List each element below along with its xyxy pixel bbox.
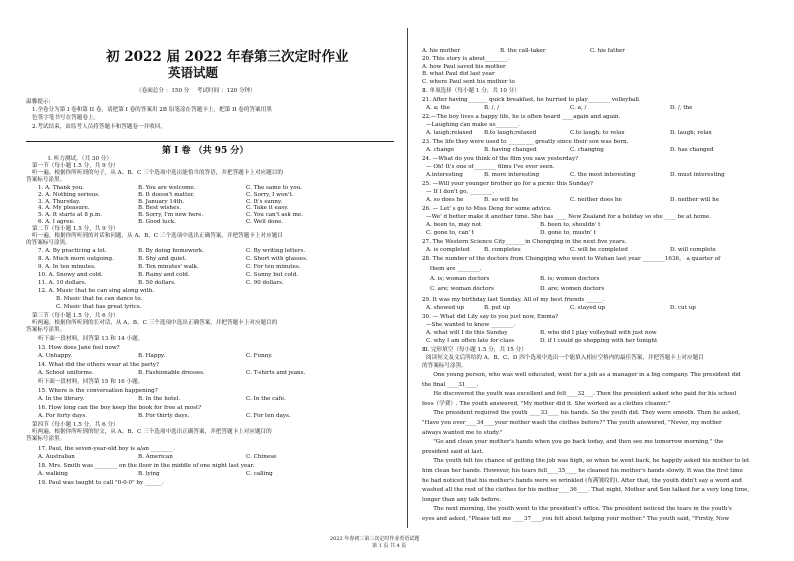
option: C. Short with glasses. xyxy=(246,256,308,262)
option: A. In the library. xyxy=(38,396,85,402)
option: D. will complete xyxy=(670,247,716,253)
instruction: 听一遍。根据你所听到的对话和问题，从 A、B、C 三个选项中选出正确答案，并把答题卡上对应题目 xyxy=(32,233,283,239)
left-column xyxy=(26,0,394,561)
cloze-line: He discovered the youth was excellent and felt____32___. Then the president asked who paid for his school xyxy=(422,391,737,398)
question-18: 18. Mrs. Smith was ________ on the floor in the middle of one night last year. xyxy=(38,463,255,469)
option: D. gone to, mustn' t xyxy=(540,230,596,236)
option: A.interesting xyxy=(426,172,463,178)
option: C. Sorry, I won't. xyxy=(246,191,294,198)
question-24-line2: — Oh! It's one of________ films I've ever seen. xyxy=(426,164,555,170)
option: B. By doing homework. xyxy=(138,248,204,254)
question-30-line2: —She wanted to know ________. xyxy=(426,322,516,328)
option: A. is; woman doctors xyxy=(430,276,490,282)
cloze-line: longer than any talk before. xyxy=(422,496,502,503)
question-30: 30. — What did Lily say to you just now, Emma? xyxy=(422,314,559,320)
cloze-line: the final ____31____. xyxy=(422,381,479,388)
instruction: 答案标号涂黑。 xyxy=(26,177,66,183)
cloze-head: Ⅲ. 完形填空（每小题 1.5 分，共 15 分） xyxy=(422,347,527,353)
option: B. having changed xyxy=(484,147,537,153)
option: C.to laugh; to relax xyxy=(570,130,625,136)
question-13: 13. How does Jane feel now? xyxy=(38,345,120,351)
cloze-line: he had noticed that his mother's hands were so wrinkled (布满皱纹的). After that, the youth didn't say a word and xyxy=(422,477,742,484)
option: C. the most interesting xyxy=(570,172,636,178)
cloze-line: "Have you ever____34____your mother wash the clothes before?" The youth answered, "Never, my mother xyxy=(422,420,722,426)
option: B. Sorry, I'm new here. xyxy=(138,212,204,219)
section-head: 第四节（每小题 1.5 分，共 6 分） xyxy=(32,422,119,428)
question-row: 1. A. Thank you. xyxy=(38,185,85,191)
dialog-intro: 听下面一段材料，回答第 13 和 14 小题。 xyxy=(38,336,144,342)
option: B. who did I play volleyball with just now xyxy=(540,330,657,336)
option: C. You can't ask me. xyxy=(246,212,303,219)
option: B. American xyxy=(138,454,173,460)
instruction: 听一遍。根据你所听到的句子，从 A、B、C 三个选项中选出能恰当的答语，并把答题卡上对应题目的 xyxy=(32,170,283,176)
option: A. laugh;relaxed xyxy=(426,130,473,136)
option: C. Chinese xyxy=(246,454,277,460)
question-row: 2. A. Nothing serious. xyxy=(38,191,100,198)
option: C. gone to, can' t xyxy=(426,230,475,236)
option: B. For thirty days. xyxy=(138,413,190,419)
cloze-line: eyes and asked, "Please tell me ____37____you felt about helping your mother." The youth said, "Firstly, Now xyxy=(422,516,730,522)
question-23: 23. The life they were used to _________ greatly since their son was born. xyxy=(422,139,629,145)
option: C. By writing letters. xyxy=(246,248,306,254)
option: D. are; women doctors xyxy=(540,286,605,292)
cloze-line: washed all the rest of the clothes for his mother____36____. That night, Mother and Son talked for a very long time, xyxy=(422,487,750,494)
section-head: 第三节（每小题 1.5 分，共 6 分） xyxy=(32,313,119,319)
option: A. been to, may not xyxy=(426,222,482,228)
notice-line: 2.考试结束，由监考人员将答题卡和答题卷一并收回。 xyxy=(32,124,166,130)
question-25: 25. —Will your younger brother go for a picnic this Sunday? xyxy=(422,181,593,187)
option: C. neither does he xyxy=(570,197,622,203)
cloze-line: him clean her hands. However, his tears fell____35____ he cleaned his mother's hands slowly. It was the first time xyxy=(422,468,743,474)
cloze-line: The president required the youth ____33____ his hands. So the youth did. They were smooth. Then he asked, xyxy=(422,410,741,417)
option: A. a; the xyxy=(426,105,450,111)
option: D. cut up xyxy=(670,305,696,311)
column-divider xyxy=(407,28,408,528)
option: C. T-shirts and jeans. xyxy=(246,370,306,376)
question-29: 29. It was my birthday last Sunday. All of my best friends ______. xyxy=(422,297,605,303)
section-head: 第一节（每小题 1.5 分，共 9 分） xyxy=(32,163,119,169)
footer-page: 第 1 页 共 4 页 xyxy=(372,543,407,549)
instruction: 答案标号涂黑。 xyxy=(26,436,66,442)
option: A. so does he xyxy=(426,197,464,203)
option: C. Sunny but cold. xyxy=(246,272,299,278)
cloze-line: fees（学费）. The youth answered, "My mother did it. She worked as a clothes cleaner." xyxy=(422,400,671,407)
question-28-line2: them are ________. xyxy=(430,266,482,272)
option: B. more interesting xyxy=(484,172,540,178)
divider xyxy=(26,141,394,142)
option: C. The same to you. xyxy=(246,185,302,191)
option: B. Music that he can dance to. xyxy=(56,296,143,302)
question-15: 15. Where is the conversation happening? xyxy=(38,388,158,394)
instruction: 答案标号涂黑。 xyxy=(26,327,66,333)
question-27: 27. The Western Science City_______in Chongqing in the next five years. xyxy=(422,239,627,245)
section-head: 第二节（每小题 1.5 分，共 9 分） xyxy=(32,226,119,232)
listening-head: Ⅰ. 听力测试。（共 30 分） xyxy=(48,156,112,162)
question-19: 19. Paul was taught to call "0-0-0" by ______. xyxy=(38,480,164,486)
cloze-line: The next morning, the youth went to the president's office. The president noticed the tears in the youth's xyxy=(422,506,732,513)
option: B. It doesn't matter. xyxy=(138,191,195,198)
question-row: 6. A. I agree. xyxy=(38,219,75,225)
option: D. neither will he xyxy=(670,197,720,203)
question-16: 16. How long can the boy keep the book for free at most? xyxy=(38,405,202,411)
option: B. lying xyxy=(138,471,160,477)
question-22: 22.—The boy lives a happy life, he is often heard ____again and again. xyxy=(422,114,621,120)
question-26: 26. — Let' s go to Miss Deng for some advice. xyxy=(422,206,552,212)
notice-line: 1.全卷分为第 I 卷和第 II 卷，请把第 I 卷的答案用 2B 铅笔涂在答题卡上，把第 II 卷的答案用黑 xyxy=(32,107,272,113)
option: C. For ten minutes. xyxy=(246,264,301,270)
option: B. the call-taker xyxy=(500,48,546,54)
question-row: 7. A. By practicing a lot. xyxy=(38,248,107,254)
option: C. For ten days. xyxy=(246,413,291,419)
option: D. /, the xyxy=(670,105,693,111)
option: B. Happy. xyxy=(138,353,166,359)
option: B. January 14th. xyxy=(138,198,185,205)
part1-title: 第 Ⅰ 卷 （共 95 分） xyxy=(162,146,249,156)
option: B. put up xyxy=(484,305,511,311)
question-row: 9. A. In ten minutes. xyxy=(38,264,96,270)
option: B. /, / xyxy=(484,105,499,111)
option: B. been to, shouldn' t xyxy=(540,222,601,228)
option: C. Funny. xyxy=(246,353,273,359)
question-row: 8. A. Much more outgoing. xyxy=(38,256,114,262)
option: A. Australian xyxy=(38,454,75,460)
option: A. how Paul saved his mother xyxy=(422,64,506,70)
option: C. Music that has great lyrics. xyxy=(56,304,142,310)
option: C. Well done. xyxy=(246,219,284,225)
instruction: 的答案标号涂黑。 xyxy=(26,240,71,246)
exam-title: 初 2022 届 2022 年春第三次定时作业 xyxy=(106,49,349,65)
option: C. In the cafe. xyxy=(246,396,286,402)
option: C. calling xyxy=(246,471,273,477)
option: B. Good luck. xyxy=(138,219,176,225)
question-24: 24. —What do you think of the film you saw yesterday? xyxy=(422,156,579,162)
option: B. In the hotel. xyxy=(138,396,181,402)
option: A. change xyxy=(426,147,455,153)
option: D. laugh; relax xyxy=(670,130,712,136)
cloze-line: president said at last. xyxy=(422,448,484,455)
option: A. what will I do this Sunday xyxy=(426,330,508,336)
option: B. 50 dollars. xyxy=(138,280,176,286)
instruction: 阅读短文及文后所给的 A、B、C、D 四个选项中选出一个能填入相应空格内的最佳答案，并把答题卡上对应题目 xyxy=(426,355,704,361)
option: D. if I could go shopping with her tonight xyxy=(540,338,658,344)
notice-line: 色签字笔书写在答题卷上。 xyxy=(32,115,100,121)
cloze-line: One young person, who was well educated, went for a job as a manager in a big company. The president did xyxy=(422,372,741,378)
option: C. It's sunny. xyxy=(246,198,283,205)
question-row: 3. A. Thursday. xyxy=(38,198,81,205)
option: C. his father xyxy=(590,48,625,54)
question-21: 21. After having_______ quick breakfast, he hurried to play________ volleyball. xyxy=(422,97,641,103)
question-row: 10. A. Snowy and cold. xyxy=(38,272,103,278)
cloze-line: always wanted me to study." xyxy=(422,429,503,436)
option: D. has changed xyxy=(670,147,714,153)
footer-title: 2022 年春初三第三次定时作业英语试题 xyxy=(330,536,420,542)
question-row: 11. A. 10 dollars. xyxy=(38,280,87,286)
cloze-line: "Go and clean your mother's hands when you go back today, and then see me tomorrow morning," the xyxy=(422,439,724,446)
option: C. changing xyxy=(570,147,604,153)
option: B. Rainy and cold. xyxy=(138,272,190,278)
instruction: 听两遍。根据你所听到的长对话，从 A、B、C 三个选项中选出正确答案，并把答题卡上对应题目的 xyxy=(32,320,278,326)
option: B. so will he xyxy=(484,197,519,203)
instruction: 的答案标号涂黑。 xyxy=(422,363,467,369)
option: C. 90 dollars. xyxy=(246,280,284,286)
question-25-line2: — If I don't go, ________. xyxy=(426,189,495,195)
option: B. Shy and quiet. xyxy=(138,256,187,262)
cloze-line: The youth felt his chance of getting the job was high, so when he went back, he happily asked his mother to let xyxy=(422,458,750,465)
option: A. walking xyxy=(38,471,68,477)
option: A. his mother xyxy=(422,48,461,54)
option: C. a, / xyxy=(570,105,587,111)
option: C. are; woman doctors xyxy=(430,286,495,292)
option: B. Ten minutes' walk. xyxy=(138,264,199,270)
question-28: 28. The number of the doctors from Chongqing who went to Wuhan last year ________1636， a quarter of xyxy=(422,256,721,262)
question-20: 20. This story is about________. xyxy=(422,56,510,62)
option: C. where Paul sent his mother to xyxy=(422,79,515,85)
question-row: 4. A. My pleasure. xyxy=(38,205,90,212)
option: B. completes xyxy=(484,247,521,253)
question-14: 14. What did the others wear at the party? xyxy=(38,362,160,368)
option: C. stayed up xyxy=(570,305,606,311)
question-row: 5. A. It starts at 8 p.m. xyxy=(38,212,103,219)
right-column xyxy=(420,0,770,561)
option: B. is; women doctors xyxy=(540,276,600,282)
question-12: 12. A. Music that he can sing along with. xyxy=(38,288,155,294)
option: D. must interesting xyxy=(670,172,725,178)
option: B. You are welcome. xyxy=(138,185,196,191)
dialog-intro: 听下面一段材料，回答第 15 和 16 小题。 xyxy=(38,379,144,385)
exam-subtitle: 英语试题 xyxy=(168,65,219,80)
option: A. Unhappy. xyxy=(38,353,73,359)
score-time: （卷面总分 ：150 分 考试时间 ：120 分钟） xyxy=(136,88,256,94)
option: A. showed up xyxy=(426,305,465,311)
option: C. will be completed xyxy=(570,247,628,253)
option: B. Best wishes. xyxy=(138,205,181,212)
instruction: 听两遍。根据你所听到的短文，从 A、B、C 三个选项中选出正确答案，并把答题卡上对应题目的 xyxy=(32,429,272,435)
option: B. Fashionable dresses. xyxy=(138,370,205,376)
option: A. is completed xyxy=(426,247,470,253)
option: B.to laugh;relaxed xyxy=(484,130,537,136)
option: B. what Paul did last year xyxy=(422,71,495,77)
option: C. why I am often late for class xyxy=(426,338,515,344)
option: C. Take it easy. xyxy=(246,205,289,212)
question-22-line2: —Laughing can make us________. xyxy=(426,122,520,128)
option: A. School uniforms. xyxy=(38,370,94,376)
question-17: 17. Paul, the seven-year-old boy is a/an ________. xyxy=(38,446,175,452)
option: A. For forty days. xyxy=(38,413,88,419)
question-26-line2: —We' d better make it another time. She has ____ New Zealand for a holiday so she ____ be at home. xyxy=(426,214,711,220)
single-choice-head: Ⅱ. 单项选择（每小题 1 分，共 10 分） xyxy=(422,88,520,94)
notice-head: 温馨提示: xyxy=(26,99,51,105)
